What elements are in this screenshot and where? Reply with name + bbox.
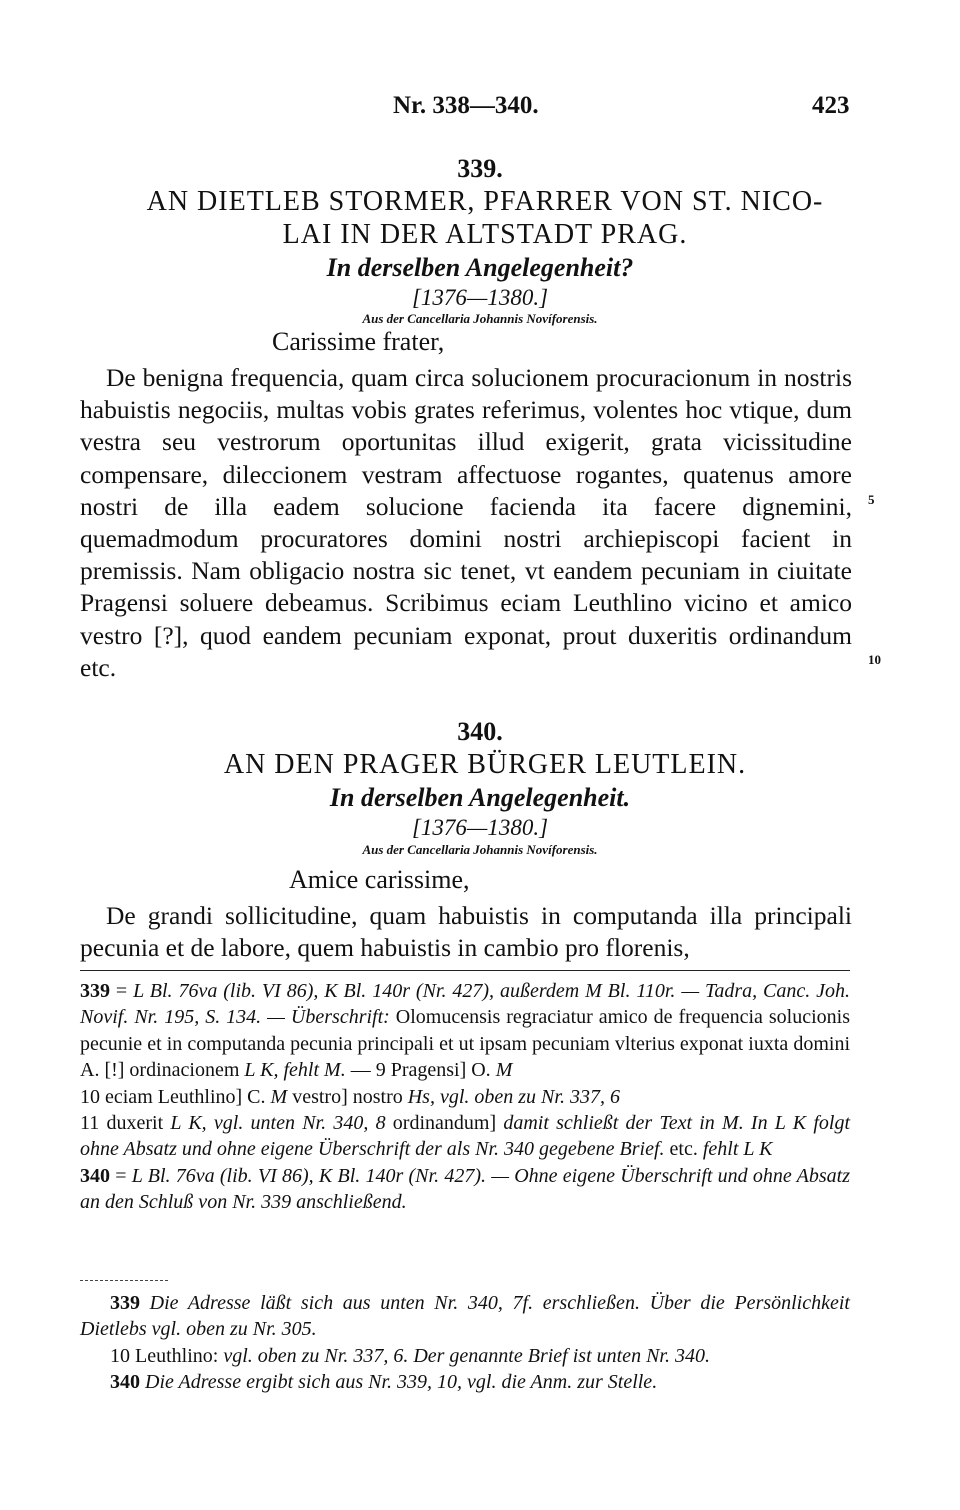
commentary-rule: [80, 1280, 168, 1281]
letter-340-salutation: Amice carissime,: [289, 865, 470, 894]
apparatus-339-heading-text: Olomucensis regraciatur amico de frequencia solucionis pecunie et in computanda pecunia principali et ut ipsam pecuniam vlterius exponat iuxta domini A. [!] ordinacionem: [80, 1006, 850, 1082]
letter-339-number: 339.: [457, 154, 503, 183]
commentary-339-text: Die Adresse läßt sich aus unten Nr. 340, 7f. erschließen. Über die Persönlichkeit Dietlebs vgl. oben zu Nr. 305.: [80, 1292, 850, 1341]
variant-11-comment-3: fehlt L K: [702, 1138, 773, 1161]
apparatus-339-ref: 339: [80, 980, 110, 1002]
commentary-339-ref: 339: [110, 1292, 140, 1314]
commentary-10: [80, 1343, 850, 1369]
apparatus-variant-11: [80, 1110, 850, 1163]
apparatus-339: [80, 978, 850, 1084]
commentary-340: [80, 1369, 850, 1395]
apparatus-339-sources: L Bl. 76va (lib. VI 86), K Bl. 140r (Nr. 427), außerdem M Bl. 110r. — Tadra, Canc. Joh. Novif. Nr. 195, S. 134. — Überschrift:: [80, 980, 851, 1029]
running-header: Nr. 338—340.: [393, 92, 539, 119]
letter-339-title-line1: AN DIETLEB STORMER, PFARRER VON ST. NICO-: [146, 186, 824, 217]
letter-339-body: [80, 362, 852, 684]
letter-339-subtitle: In derselben Angelegenheit?: [326, 253, 634, 282]
letter-340-subtitle: In derselben Angelegenheit.: [329, 783, 631, 812]
apparatus-variant-10: [80, 1084, 850, 1110]
variant-11-comment: L K, vgl. unten Nr. 340, 8: [170, 1112, 386, 1135]
apparatus-340-sources: L Bl. 76va (lib. VI 86), K Bl. 140r (Nr. 427). — Ohne eigene Überschrift und ohne Absatz an den Schluß von Nr. 339 anschließend.: [80, 1164, 851, 1214]
apparatus-339-eq: =: [110, 980, 134, 1002]
critical-apparatus: [80, 978, 850, 1216]
line-number-10: 10: [868, 652, 881, 667]
commentary-10-lemma: 10 Leuthlino:: [110, 1344, 224, 1367]
variant-10-siglum: M: [270, 1085, 288, 1108]
variant-10-lemma: 10 eciam Leuthlino] C.: [80, 1085, 271, 1108]
letter-340-title: AN DEN PRAGER BÜRGER LEUTLEIN.: [223, 749, 747, 780]
letter-340-number: 340.: [457, 717, 503, 746]
apparatus-339-variant-9: — 9 Pragensi] O.: [345, 1059, 496, 1082]
apparatus-340: [80, 1163, 850, 1216]
apparatus-340-ref: 340: [80, 1164, 110, 1187]
apparatus-340-eq: =: [110, 1164, 132, 1187]
footnote-rule: [80, 970, 850, 971]
letter-340-text: De grandi sollicitudine, quam habuistis in computanda illa principali pecunia et de labore, quem habuistis in cambio pro florenis,: [80, 901, 852, 963]
letter-339-text: De benigna frequencia, quam circa solucionem procuracionum in nostris habuistis negociis, multas vobis grates referimus, volentes hoc vtique, dum vestra seu vestrorum oportunitas illud exigerit, grata vicissitudine compensare, dileccionem vestram affectuose rogantes, quatenus amore nostri de illa eadem solucione facienda ita facere dignemini, quemadmodum procuratores domini nostri archiepiscopi facient in premissis. Nam obligacio nostra sic tenet, vt eandem pecuniam in ciuitate Pragensi soluere debeamus. Scribimus eciam Leuthlino vicino et amico vestro [?], quod eandem pecuniam exponat, prout duxeritis ordinandum etc.: [80, 363, 852, 682]
letter-340-source: Aus der Cancellaria Johannis Novíforensis.: [362, 842, 598, 857]
variant-10-lemma-2: vestro] nostro: [287, 1085, 408, 1108]
commentary-10-text: vgl. oben zu Nr. 337, 6. Der genannte Brief ist unten Nr. 340.: [223, 1344, 710, 1367]
variant-11-lemma-2: ordinandum]: [385, 1112, 504, 1135]
letter-339-source: Aus der Cancellaria Johannis Novíforensis.: [362, 311, 598, 326]
apparatus-339-sigla: L K, fehlt M.: [244, 1059, 346, 1082]
variant-11-lemma: 11 duxerit: [80, 1112, 171, 1135]
commentary: [80, 1290, 850, 1396]
variant-11-lemma-3: etc.: [664, 1138, 703, 1161]
variant-11-comment-2: damit schließt der Text in M. In L K folgt ohne Absatz und ohne eigene Überschrift der als Nr. 340 gegebene Brief.: [80, 1112, 851, 1161]
letter-339-date: [1376—1380.]: [411, 285, 549, 310]
letter-340-date: [1376—1380.]: [411, 815, 549, 840]
commentary-340-ref: 340: [110, 1371, 140, 1394]
letter-339-title-line2: LAI IN DER ALTSTADT PRAG.: [282, 219, 688, 250]
apparatus-339-variant-9-siglum: M: [495, 1059, 513, 1082]
letter-339-salutation: Carissime frater,: [272, 327, 445, 356]
page-number: 423: [812, 92, 850, 119]
letter-340-body: [80, 900, 852, 964]
commentary-340-text: Die Adresse ergibt sich aus Nr. 339, 10, vgl. die Anm. zur Stelle.: [140, 1371, 658, 1394]
variant-10-comment: Hs, vgl. oben zu Nr. 337, 6: [407, 1085, 620, 1108]
commentary-339: [80, 1290, 850, 1343]
line-number-5: 5: [868, 492, 875, 507]
